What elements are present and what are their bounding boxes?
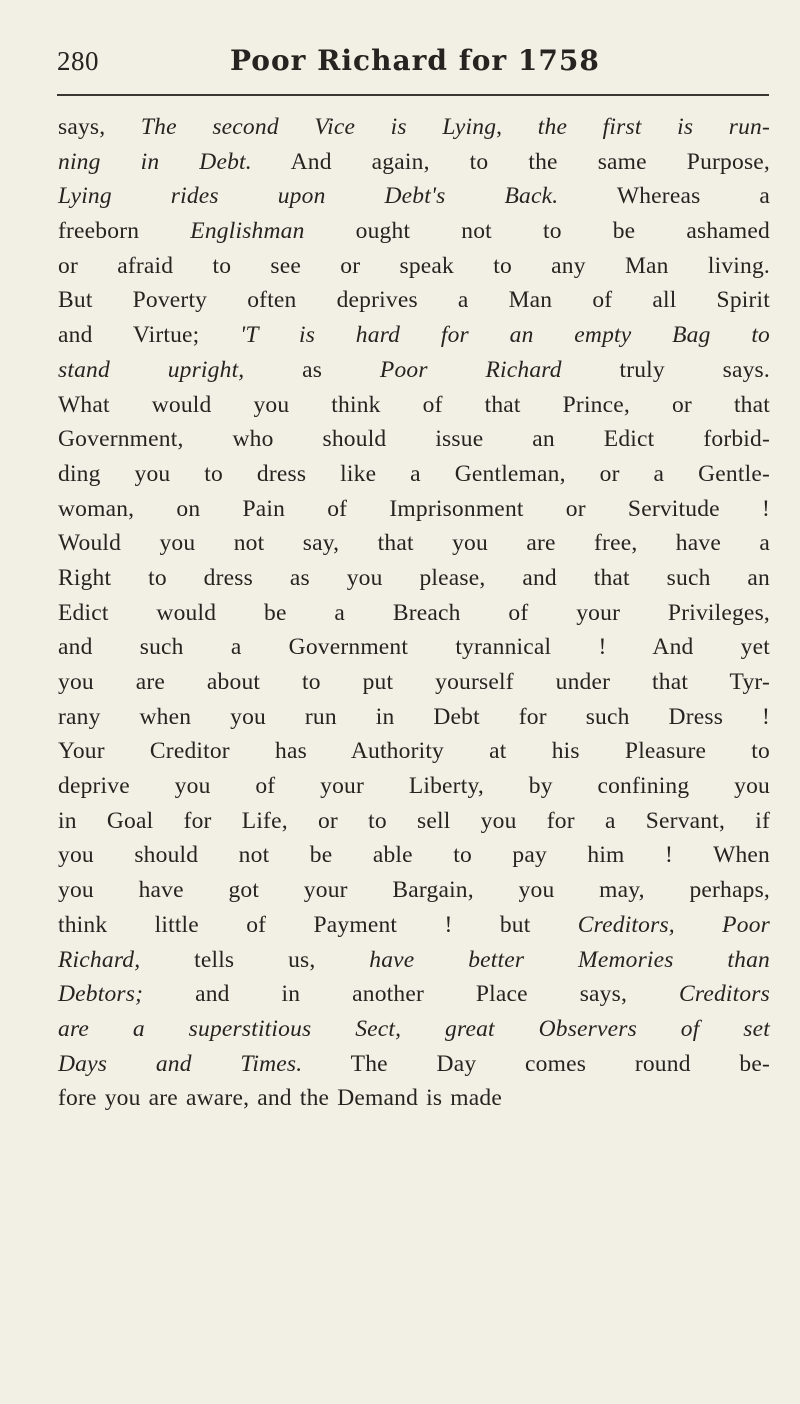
- text-line: [58, 283, 770, 318]
- text-run: ding you to dress like a Gentleman, or a Gentle-: [58, 460, 770, 487]
- page-number: 280: [57, 46, 99, 76]
- italic-text: Englishman: [190, 218, 305, 245]
- text-line: [58, 838, 770, 873]
- italic-text: the first is run-: [537, 114, 771, 140]
- text-line: [58, 630, 770, 665]
- text-line: [58, 249, 770, 284]
- text-run: in Goal for Life, or to sell you for a Servant, if: [58, 807, 770, 834]
- text-run: woman, on Pain of Imprisonment or Servitude !: [58, 495, 770, 522]
- text-run: Whereas a: [558, 183, 771, 210]
- text-line: [58, 804, 770, 839]
- text-run: truly says.: [561, 356, 770, 383]
- text-line: [58, 700, 770, 735]
- italic-text: Creditors, Poor: [577, 911, 770, 938]
- text-line: [58, 977, 770, 1012]
- text-run: think little of Payment ! but: [58, 911, 578, 938]
- text-line: [58, 1047, 770, 1082]
- text-line: [58, 596, 770, 631]
- text-line: [58, 110, 770, 145]
- text-line: [58, 179, 770, 214]
- italic-text: The second Vice is Lying: [140, 114, 497, 140]
- text-run: you have got your Bargain, you may, perhaps,: [58, 877, 770, 904]
- text-run: The Day comes round be-: [302, 1050, 770, 1077]
- italic-text: have better Memories than: [369, 946, 771, 973]
- header-rule: [57, 94, 769, 96]
- text-line: [58, 1012, 770, 1047]
- text-run: ,: [496, 114, 538, 140]
- text-line: [58, 353, 770, 388]
- italic-text: Debtors;: [58, 981, 144, 1008]
- text-run: Right to dress as you please, and that such an: [58, 564, 770, 591]
- text-run: ought not to be ashamed: [304, 218, 770, 245]
- text-line: [58, 318, 770, 353]
- text-run: freeborn: [58, 218, 191, 245]
- text-line: [58, 1081, 770, 1116]
- text-run: says,: [58, 114, 141, 140]
- text-run: fore you are aware, and the Demand is made: [58, 1085, 502, 1112]
- text-run: Government, who should issue an Edict forbid-: [58, 426, 770, 453]
- italic-text: are a superstitious Sect, great Observers of set: [58, 1015, 770, 1042]
- italic-text: ning in Debt.: [58, 148, 252, 175]
- text-line: [58, 908, 770, 943]
- text-line: [58, 145, 770, 180]
- text-line: [58, 492, 770, 527]
- italic-text: Creditors: [678, 981, 770, 1008]
- text-run: deprive you of your Liberty, by confining you: [58, 773, 770, 800]
- italic-text: Days and Times.: [58, 1050, 303, 1077]
- running-title: Poor Richard for 1758: [230, 44, 600, 77]
- italic-text: Richard,: [58, 946, 141, 973]
- text-run: and such a Government tyrannical ! And yet: [58, 634, 770, 661]
- text-run: Edict would be a Breach of your Privileges,: [58, 599, 770, 626]
- body-text: [58, 110, 770, 1116]
- text-run: rany when you run in Debt for such Dress !: [58, 703, 770, 730]
- text-run: tells us,: [140, 946, 370, 973]
- text-line: [58, 943, 770, 978]
- text-line: [58, 526, 770, 561]
- italic-text: Lying rides upon Debt's Back.: [58, 183, 559, 210]
- text-line: [58, 214, 770, 249]
- text-run: Your Creditor has Authority at his Pleasure to: [58, 738, 770, 765]
- text-line: [58, 561, 770, 596]
- text-run: you are about to put yourself under that Tyr-: [58, 669, 770, 695]
- text-run: And again, to the same Purpose,: [251, 148, 770, 175]
- running-head: [0, 44, 800, 84]
- text-run: and in another Place says,: [143, 981, 679, 1008]
- text-run: But Poverty often deprives a Man of all Spirit: [58, 287, 770, 314]
- italic-text: 'T is hard for an empty Bag to: [240, 322, 770, 349]
- italic-text: Poor Richard: [379, 356, 562, 383]
- text-line: [58, 734, 770, 769]
- text-run: and Virtue;: [58, 322, 241, 349]
- text-line: [58, 422, 770, 457]
- text-run: Would you not say, that you are free, have a: [58, 530, 770, 557]
- text-run: What would you think of that Prince, or that: [58, 391, 770, 418]
- italic-text: stand upright,: [58, 356, 245, 383]
- text-line: [58, 665, 770, 700]
- text-run: you should not be able to pay him ! When: [58, 842, 770, 869]
- text-line: [58, 873, 770, 908]
- text-line: [58, 388, 770, 423]
- text-run: or afraid to see or speak to any Man living.: [58, 252, 770, 279]
- text-run: as: [244, 356, 380, 383]
- text-line: [58, 457, 770, 492]
- text-line: [58, 769, 770, 804]
